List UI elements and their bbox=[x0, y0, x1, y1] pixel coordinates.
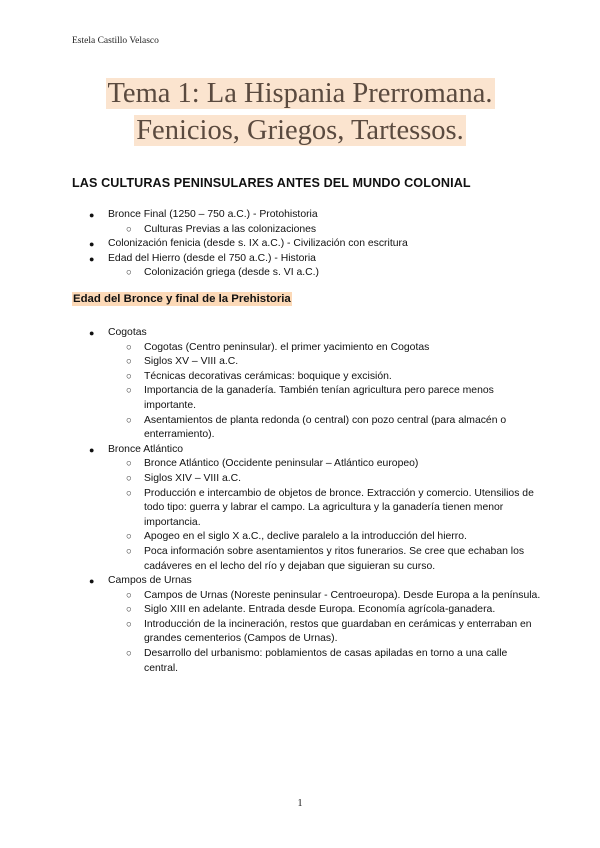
list-item-text: Cogotas (Centro peninsular). el primer yacimiento en Cogotas bbox=[144, 341, 430, 353]
title-line-2: Fenicios, Griegos, Tartessos. bbox=[136, 115, 464, 146]
list-item-text: Cogotas bbox=[108, 327, 147, 338]
circle-bullet-icon: ○ bbox=[126, 648, 132, 660]
circle-bullet-icon: ○ bbox=[126, 545, 132, 557]
list-item-text: Siglos XV – VIII a.C. bbox=[144, 356, 239, 368]
bronze-age-list bbox=[72, 326, 542, 676]
list-item-text: Bronce Atlántico (Occidente peninsular – Atlántico europeo) bbox=[144, 458, 419, 470]
list-item bbox=[72, 208, 542, 223]
list-item bbox=[72, 487, 542, 531]
section-heading-culturas: LAS CULTURAS PENINSULARES ANTES DEL MUNDO COLONIAL bbox=[72, 176, 471, 190]
list-item bbox=[72, 618, 542, 647]
bullet-icon: ● bbox=[89, 239, 95, 250]
list-item-text: Apogeo en el siglo X a.C., declive paralelo a la introducción del hierro. bbox=[144, 531, 467, 543]
list-item-text: Asentamientos de planta redonda (o central) con pozo central (para almacén o enterramiento). bbox=[144, 414, 507, 441]
list-item bbox=[72, 589, 542, 604]
list-item bbox=[72, 252, 542, 267]
circle-bullet-icon: ○ bbox=[126, 267, 132, 279]
circle-bullet-icon: ○ bbox=[126, 531, 132, 543]
bullet-icon: ● bbox=[89, 576, 95, 587]
bullet-icon: ● bbox=[89, 253, 95, 264]
circle-bullet-icon: ○ bbox=[126, 458, 132, 470]
circle-bullet-icon: ○ bbox=[126, 370, 132, 382]
list-item-text: Introducción de la incineración, restos que guardaban en cerámicas y enterraban en grandes cementerios (Campos de Urnas). bbox=[144, 618, 532, 645]
circle-bullet-icon: ○ bbox=[126, 618, 132, 630]
list-item-text: Colonización fenicia (desde s. IX a.C.) - Civilización con escritura bbox=[108, 238, 408, 250]
circle-bullet-icon: ○ bbox=[126, 414, 132, 426]
list-item-text: Producción e intercambio de objetos de bronce. Extracción y comercio. Utensilios de todo tipo: guerra y labrar el campo. La agricultura y la ganadería tienen menor importancia. bbox=[144, 487, 534, 528]
list-item bbox=[72, 530, 542, 545]
list-item bbox=[72, 545, 542, 574]
list-item bbox=[72, 266, 542, 281]
list-item bbox=[72, 370, 542, 385]
page-number: 1 bbox=[297, 798, 303, 809]
list-item bbox=[72, 472, 542, 487]
list-item-text: Edad del Hierro (desde el 750 a.C.) - Historia bbox=[108, 252, 316, 264]
list-item-text: Siglos XIV – VIII a.C. bbox=[144, 472, 242, 484]
list-item bbox=[72, 457, 542, 472]
circle-bullet-icon: ○ bbox=[126, 487, 132, 499]
list-item bbox=[72, 647, 542, 676]
list-item-text: Colonización griega (desde s. VI a.C.) bbox=[144, 267, 319, 279]
list-item bbox=[72, 341, 542, 356]
bullet-icon: ● bbox=[89, 210, 95, 220]
timeline-list bbox=[72, 208, 542, 281]
list-item-text: Bronce Atlántico bbox=[108, 443, 184, 455]
group-label-cogotas bbox=[72, 326, 542, 341]
list-item bbox=[72, 355, 542, 370]
section-heading-text: Edad del Bronce y final de la Prehistoria bbox=[73, 293, 291, 305]
group-label-bronce-atlantico bbox=[72, 443, 542, 458]
circle-bullet-icon: ○ bbox=[126, 223, 132, 235]
list-item-text: Importancia de la ganadería. También tenían agricultura pero parece menos importante. bbox=[144, 385, 494, 411]
title-line-1: Tema 1: La Hispania Prerromana. bbox=[107, 78, 493, 109]
list-item-text: Desarrollo del urbanismo: poblamientos de casas apiladas en torno a una calle central. bbox=[144, 648, 508, 674]
circle-bullet-icon: ○ bbox=[126, 472, 132, 484]
list-item-text: Campos de Urnas (Noreste peninsular - Centroeuropa). Desde Europa a la península. bbox=[144, 589, 541, 601]
circle-bullet-icon: ○ bbox=[126, 589, 132, 601]
bullet-icon: ● bbox=[89, 444, 95, 455]
circle-bullet-icon: ○ bbox=[126, 604, 132, 616]
document-author: Estela Castillo Velasco bbox=[72, 36, 159, 46]
circle-bullet-icon: ○ bbox=[126, 341, 132, 353]
circle-bullet-icon: ○ bbox=[126, 356, 132, 368]
bullet-icon: ● bbox=[89, 328, 95, 338]
document-title bbox=[0, 76, 600, 150]
list-item bbox=[72, 414, 542, 443]
list-item bbox=[72, 223, 542, 238]
list-item-text: Poca información sobre asentamientos y ritos funerarios. Se cree que echaban los cadáveres en el lecho del río y dejaban que siguieran su curso. bbox=[144, 545, 525, 572]
list-item bbox=[72, 603, 542, 618]
list-item-text: Culturas Previas a las colonizaciones bbox=[144, 223, 317, 235]
list-item-text: Técnicas decorativas cerámicas: boquique y excisión. bbox=[144, 370, 392, 382]
list-item-text: Campos de Urnas bbox=[108, 575, 192, 587]
group-label-campos-de-urnas bbox=[72, 574, 542, 589]
section-heading-edad-bronce bbox=[72, 293, 292, 305]
circle-bullet-icon: ○ bbox=[126, 385, 132, 397]
list-item bbox=[72, 384, 542, 413]
list-item-text: Bronce Final (1250 – 750 a.C.) - Protohistoria bbox=[108, 209, 318, 220]
list-item bbox=[72, 237, 542, 252]
list-item-text: Siglo XIII en adelante. Entrada desde Europa. Economía agrícola-ganadera. bbox=[144, 604, 496, 616]
